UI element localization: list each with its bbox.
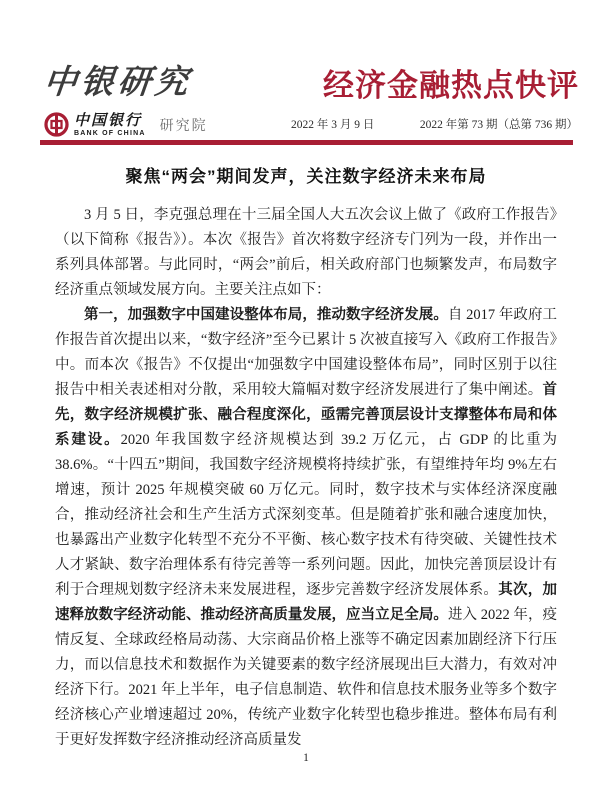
bank-of-china-emblem-icon	[44, 112, 69, 137]
article-title: 聚焦“两会”期间发声，关注数字经济未来布局	[125, 167, 487, 186]
paragraph-bold-segment: 第一，加强数字中国建设整体布局，推动数字经济发展。	[84, 307, 448, 323]
dateline	[291, 116, 578, 132]
paragraph-segment: 进入 2022 年，疫情反复、全球政经格局动荡、大宗商品价格上涨等不确定因素加剧经济下行压力，而以信息技术和数据作为关键要素的数字经济展现出巨大潜力，有效对冲经济下行。2021 年上半年，电子信息制造、软件和信息技术服务业等多个数字经济核心产业增速超过 20%，传统产业数字化转型也稳步推进。整体布局有利于更好发挥数字经济推动经济高质量发	[55, 607, 558, 748]
body-paragraph	[55, 203, 557, 303]
issue-date: 2022 年 3 月 9 日	[291, 119, 375, 131]
issue-number: 2022 年第 73 期（总第 736 期）	[419, 119, 578, 131]
paragraph-bold-segment: 其次，加速释放数字经济动能、推动经济高质量发展，应当立足全局。	[55, 582, 558, 623]
bank-logo-block	[44, 112, 208, 137]
bank-cn-name: 中国银行	[74, 110, 143, 129]
paragraph-segment: 自 2017 年政府工作报告首次提出以来，“数字经济”至今已累计 5 次被直接写入《政府工作报告》中。而本次《报告》不仅提出“加强数字中国建设整体布局”，同时区别于以往报告中相关表述相对分散，采用较大篇幅对数字经济发展进行了集中阐述。	[55, 307, 558, 398]
header-divider-rule	[40, 140, 573, 145]
body-content	[55, 203, 557, 753]
publication-title: 经济金融热点快评	[323, 68, 579, 103]
page-number: 1	[303, 752, 309, 764]
paragraph-segment: 2020 年我国数字经济规模达到 39.2 万亿元，占 GDP 的比重为 38.6%。“十四五”期间，我国数字经济规模将持续扩张，有望维持年均 9%左右增速，预计 2025 年规模突破 60 万亿元。同时，数字技术与实体经济深度融合，推动经济社会和生产生活方式深刻变革。但是随着扩张和融合速度加快，也暴露出产业数字化转型不充分不平衡、核心数字技术有待突破、关键性技术人才紧缺、数字治理体系有待完善等一系列问题。因此，加快完善顶层设计有利于合理规划数字经济未来发展进程，逐步完善数字经济发展体系。	[55, 432, 558, 598]
bank-en-name: BANK OF CHINA	[74, 129, 146, 137]
emblem-bar	[55, 114, 58, 135]
paragraph-segment: 3 月 5 日，李克强总理在十三届全国人大五次会议上做了《政府工作报告》（以下简称《报告》）。本次《报告》首次将数字经济专门列为一段，并作出一系列具体部署。与此同时，“两会”前后，相关政府部门也频繁发声，布局数字经济重点领域发展方向。主要关注点如下：	[55, 207, 557, 298]
body-paragraph	[55, 303, 557, 753]
research-institute-label: 研究院	[159, 118, 208, 134]
brand-calligraphy-logo: 中银研究	[41, 62, 194, 101]
bank-names	[74, 110, 146, 137]
paragraph-bold-segment: 首先，数字经济规模扩张、融合程度深化，亟需完善顶层设计支撑整体布局和体系建设。	[55, 382, 557, 448]
